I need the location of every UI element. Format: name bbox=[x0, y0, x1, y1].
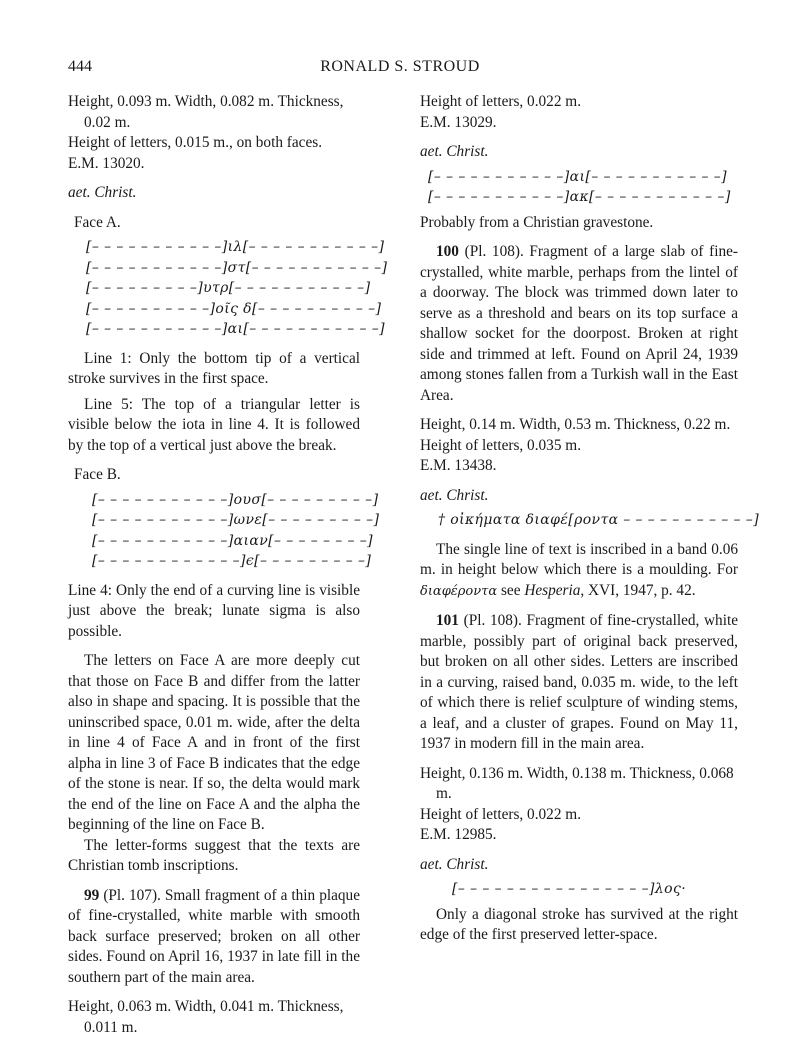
letter-height: Height of letters, 0.015 m., on both faces. bbox=[68, 134, 323, 151]
item-101-inscription bbox=[420, 879, 738, 900]
date-label: aet. Christ. bbox=[68, 184, 137, 201]
letter-height: Height of letters, 0.035 m. bbox=[420, 436, 582, 454]
inventory-number: E.M. 12985. bbox=[420, 826, 497, 843]
inscription-line: [– – – – – – – – – – – – – – – –]λος· bbox=[452, 881, 687, 897]
note-line-5: Line 5: The top of a triangular letter is visible below the iota in line 4. It is followed by the top of a vertical just above the break. bbox=[68, 395, 360, 454]
commentary-paragraph: The letters on Face A are more deeply cut that those on Face B and differ from the latter also in shape and spacing. It is possible that the uninscribed space, 0.01 m. wide, after the delta in line 4 of Face A and in front of the first alpha in line 3 of Face B indicates that the edge of the stone is near. If so, the delta would mark the end of the line on Face A and the alpha the beginning of the line on Face B. bbox=[68, 652, 360, 833]
inscription-line: [– – – – – – – – – – –]ακ[– – – – – – – – – – –] bbox=[428, 189, 731, 205]
inscription-line: [– – – – – – – – – – –]αι[– – – – – – – – – – –] bbox=[86, 321, 385, 337]
inventory-number: E.M. 13020. bbox=[68, 154, 145, 172]
inscription-line: [– – – – – – – – – – –]αιαν[– – – – – – – –] bbox=[92, 532, 374, 549]
inventory-number: E.M. 13029. bbox=[420, 113, 497, 131]
date-label: aet. Christ. bbox=[420, 486, 489, 504]
running-head: RONALD S. STROUD bbox=[320, 58, 480, 75]
text-run: The single line of text is inscribed in a band 0.06 m. in height below which there is a moulding. For bbox=[420, 540, 738, 578]
inscription-line: [– – – – – – – – – – –]ιλ[– – – – – – – – – – –] bbox=[86, 239, 385, 255]
commentary-paragraph: The letter-forms suggest that the texts are Christian tomb inscriptions. bbox=[68, 836, 360, 874]
entry-number: 100 bbox=[436, 243, 459, 260]
journal-title: Hesperia bbox=[524, 581, 581, 599]
inscription-line: [– – – – – – – – – – –]ουσ[– – – – – – – – –] bbox=[92, 491, 379, 508]
inscription-line: [– – – – – – – – – –]οῖς δ[– – – – – – – – – –] bbox=[86, 300, 382, 317]
face-a-inscription bbox=[68, 237, 388, 340]
entry-number: 99 bbox=[84, 886, 100, 904]
dimensions: Height, 0.093 m. Width, 0.082 m. Thickness, 0.02 m. bbox=[68, 93, 344, 131]
note: Probably from a Christian gravestone. bbox=[420, 213, 654, 231]
note-line-1: Line 1: Only the bottom tip of a vertical stroke survives in the first space. bbox=[68, 349, 360, 387]
page-number: 444 bbox=[68, 58, 92, 75]
item-99-inscription bbox=[420, 167, 738, 208]
text-run: , XVI, 1947, p. 42. bbox=[580, 581, 696, 599]
entry-99 bbox=[68, 886, 360, 989]
entry-101 bbox=[420, 611, 738, 755]
greek-word: διαφέροντα bbox=[420, 583, 498, 599]
text-run: see bbox=[497, 581, 525, 599]
entry-text: (Pl. 108). Fragment of a large slab of fine-crystalled, white marble, perhaps from the lintel of a doorway. The block was trimmed down later to serve as a threshold and bears on its top surface a shallow socket for the doorpost. Broken at right side and trimmed at left. Found on April 24, 1939 among stones fallen from a Turkish wall in the East Area. bbox=[420, 243, 738, 404]
inscription-line: [– – – – – – – – – – – –]ϵ[– – – – – – – – –] bbox=[92, 553, 372, 569]
entry-text: (Pl. 107). Small fragment of a thin plaque of fine-crystalled, white marble with smooth back surface preserved; broken on all other sides. Found on April 16, 1937 in late fill in the southern part of the main area. bbox=[68, 886, 360, 986]
entry-number: 101 bbox=[436, 612, 459, 629]
face-b-label: Face B. bbox=[74, 466, 121, 483]
inscription-line: † οἰκήματα διαφέ[ροντα – – – – – – – – – – –] bbox=[438, 512, 760, 528]
inscription-line: [– – – – – – – – –]υτρ[– – – – – – – – – – –] bbox=[86, 280, 371, 296]
inscription-line: [– – – – – – – – – – –]ωνε[– – – – – – – – –] bbox=[92, 512, 380, 528]
note-face-b-line-4: Line 4: Only the end of a curving line is visible just above the break; lunate sigma is also possible. bbox=[68, 581, 360, 640]
left-column bbox=[68, 92, 388, 1038]
face-a-label: Face A. bbox=[74, 213, 121, 231]
page-header bbox=[68, 57, 732, 79]
entry-text: (Pl. 108). Fragment of fine-crystalled, white marble, possibly part of original back preserved, but broken on all other sides. Letters are inscribed in a curving, raised band, 0.035 m. wide, to the left of which there is relief sculpture of winding stems, a leaf, and a cluster of grapes. Found on May 11, 1937 in modern fill in the main area. bbox=[420, 612, 738, 752]
inscription-line: [– – – – – – – – – – –]αι[– – – – – – – – – – –] bbox=[428, 168, 727, 185]
date-label: aet. Christ. bbox=[420, 143, 489, 160]
inventory-number: E.M. 13438. bbox=[420, 457, 497, 474]
entry-100 bbox=[420, 242, 738, 406]
commentary-paragraph bbox=[420, 540, 738, 603]
face-b-inscription bbox=[68, 490, 380, 572]
date-label: aet. Christ. bbox=[420, 855, 489, 873]
note: Only a diagonal stroke has survived at the right edge of the first preserved letter-space. bbox=[420, 905, 738, 943]
inscription-line: [– – – – – – – – – – –]στ[– – – – – – – – – – –] bbox=[86, 259, 388, 276]
item-100-inscription bbox=[420, 510, 760, 531]
dimensions: Height, 0.063 m. Width, 0.041 m. Thickness, 0.011 m. bbox=[68, 998, 344, 1036]
dimensions: Height, 0.14 m. Width, 0.53 m. Thickness, 0.22 m. bbox=[420, 416, 731, 433]
right-column bbox=[420, 92, 760, 946]
letter-height: Height of letters, 0.022 m. bbox=[420, 93, 582, 110]
dimensions: Height, 0.136 m. Width, 0.138 m. Thickness, 0.068 m. bbox=[420, 764, 734, 802]
letter-height: Height of letters, 0.022 m. bbox=[420, 805, 582, 823]
